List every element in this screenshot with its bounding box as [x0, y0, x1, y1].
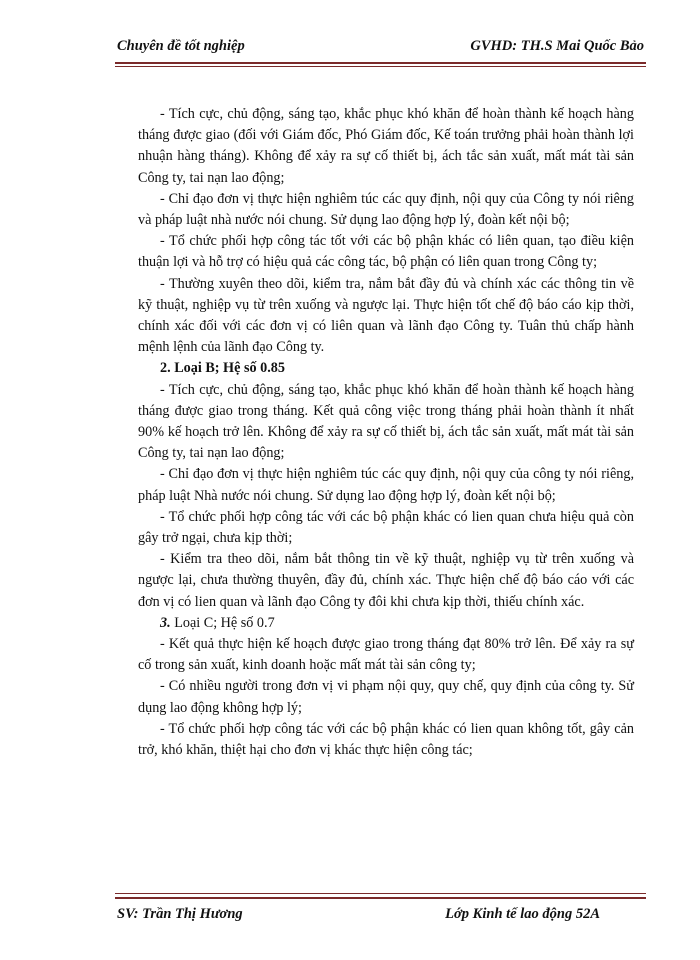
header-advisor: GVHD: TH.S Mai Quốc Bảo — [470, 38, 644, 54]
page-header — [117, 38, 644, 62]
header-divider-thin — [115, 66, 646, 67]
paragraph-c3: - Tổ chức phối hợp công tác với các bộ phận khác có lien quan không tốt, gây cản trở, khó khăn, thiệt hại cho đơn vị khác thực hiện công tác; — [138, 720, 634, 759]
section-heading-c-number: 3. — [160, 614, 171, 631]
header-document-type: Chuyên đề tốt nghiệp — [117, 38, 245, 54]
footer-class: Lớp Kinh tế lao động 52A — [445, 906, 600, 922]
paragraph-c2: - Có nhiều người trong đơn vị vi phạm nội quy, quy chế, quy định của công ty. Sử dụng lao động không hợp lý; — [138, 678, 634, 716]
section-heading-b: 2. Loại B; Hệ số 0.85 — [160, 360, 285, 377]
paragraph-b4: - Kiểm tra theo dõi, nắm bắt thông tin về kỹ thuật, nghiệp vụ từ trên xuống và ngược lại, chưa thường thuyên, đầy đủ, chính xác. Thực hiện chế độ báo cáo với các đơn vị có lien quan và lãnh đạo Công ty đôi khi chưa kịp thời, thiếu chính xác. — [138, 551, 634, 610]
paragraph-a1: - Tích cực, chủ động, sáng tạo, khắc phục khó khăn để hoàn thành kế hoạch hàng tháng được giao (đối với Giám đốc, Phó Giám đốc, Kế toán trưởng phải hoàn thành lợi nhuận hàng tháng). Không để xảy ra sự cố thiết bị, ách tắc sản xuất, mất mát tài sản Công ty, tai nạn lao động; — [138, 106, 634, 186]
paragraph-a4: - Thường xuyên theo dõi, kiểm tra, nắm bắt đầy đủ và chính xác các thông tin về kỹ thuật, nghiệp vụ từ trên xuống và ngược lại. Thực hiện tốt chế độ báo cáo kịp thời, chính xác đối với các đơn vị có liên quan và lãnh đạo Công ty. Tuân thủ chấp hành mệnh lệnh của lãnh đạo Công ty. — [138, 275, 634, 356]
paragraph-b1: - Tích cực, chủ động, sáng tạo, khắc phục khó khăn để hoàn thành kế hoạch hàng tháng được giao trong tháng. Kết quả công việc trong tháng phải hoàn thành ít nhất 90% kế hoạch trở lên. Không để xảy ra sự cố thiết bị, ách tắc sản xuất, mất mát tài sản Công ty, tai nạn lao động; — [138, 381, 634, 462]
paragraph-a2: - Chỉ đạo đơn vị thực hiện nghiêm túc các quy định, nội quy của Công ty nói riêng và pháp luật nhà nước nói chung. Sử dụng lao động hợp lý, đoàn kết nội bộ; — [138, 190, 634, 229]
header-divider — [115, 62, 646, 64]
section-heading-c — [138, 613, 634, 634]
footer-student: SV: Trần Thị Hương — [117, 906, 243, 922]
document-body — [138, 104, 634, 761]
page-footer — [117, 906, 644, 928]
paragraph-b3: - Tổ chức phối hợp công tác với các bộ phận khác có lien quan chưa hiệu quả còn gây trở ngại, chưa kịp thời; — [138, 508, 634, 547]
paragraph-c1: - Kết quả thực hiện kế hoạch được giao trong tháng đạt 80% trở lên. Để xảy ra sự cố trong sản xuất, kinh doanh hoặc mất mát tài sản công ty; — [138, 636, 634, 674]
footer-divider — [115, 897, 646, 899]
paragraph-a3: - Tổ chức phối hợp công tác tốt với các bộ phận khác có liên quan, tạo điều kiện thuận lợi và hỗ trợ có hiệu quả các công tác, bộ phận có liên quan trong Công ty; — [138, 233, 634, 271]
footer-divider-thin — [115, 893, 646, 894]
paragraph-b2: - Chỉ đạo đơn vị thực hiện nghiêm túc các quy định, nội quy của công ty nói riêng, pháp luật Nhà nước nói chung. Sử dụng lao động hợp lý, đoàn kết nội bộ; — [138, 466, 634, 504]
section-heading-c-text: Loại C; Hệ số 0.7 — [174, 614, 275, 631]
